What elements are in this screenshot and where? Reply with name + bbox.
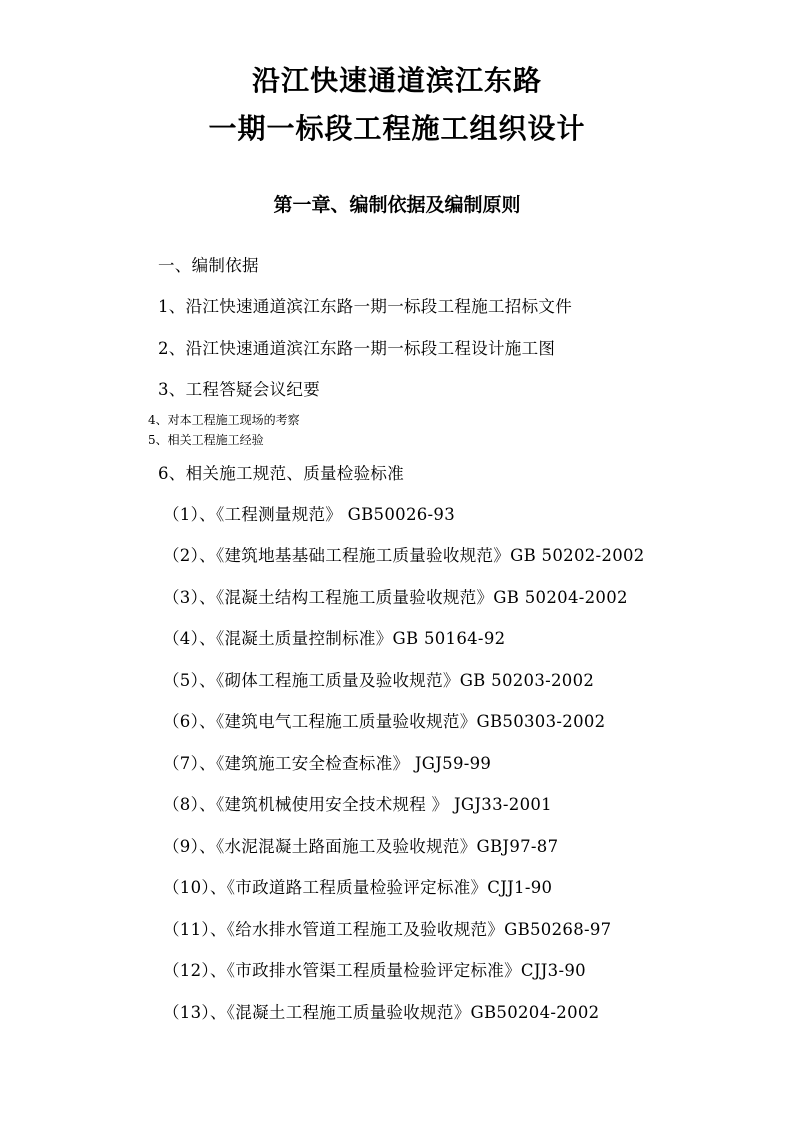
- basis-item-5: 5、相关工程施工经验: [148, 433, 264, 447]
- standard-item-3: （3）、《混凝土结构工程施工质量验收规范》GB 50204-2002: [163, 588, 628, 607]
- basis-item-1: 1、沿江快速通道滨江东路一期一标段工程施工招标文件: [158, 297, 572, 316]
- standard-item-4: （4）、《混凝土质量控制标准》GB 50164-92: [163, 629, 506, 648]
- document-title-line-2: 一期一标段工程施工组织设计: [208, 112, 586, 145]
- standard-item-8: （8）、《建筑机械使用安全技术规程 》 JGJ33-2001: [163, 795, 552, 814]
- section-heading: 一、编制依据: [158, 256, 259, 275]
- standard-item-11: （11）、《给水排水管道工程施工及验收规范》GB50268-97: [163, 920, 612, 939]
- basis-item-3: 3、工程答疑会议纪要: [158, 380, 320, 399]
- standard-item-13: （13）、《混凝土工程施工质量验收规范》GB50204-2002: [163, 1003, 600, 1022]
- standard-item-6: （6）、《建筑电气工程施工质量验收规范》GB50303-2002: [163, 712, 606, 731]
- standard-item-12: （12）、《市政排水管渠工程质量检验评定标准》CJJ3-90: [163, 961, 586, 980]
- standard-item-2: （2）、《建筑地基基础工程施工质量验收规范》GB 50202-2002: [163, 546, 645, 565]
- standard-item-1: （1）、《工程测量规范》 GB50026-93: [163, 505, 456, 524]
- chapter-heading: 第一章、编制依据及编制原则: [273, 194, 521, 216]
- standards-heading: 6、相关施工规范、质量检验标准: [158, 464, 404, 483]
- standard-item-9: （9）、《水泥混凝土路面施工及验收规范》GBJ97-87: [163, 837, 559, 856]
- standard-item-5: （5）、《砌体工程施工质量及验收规范》GB 50203-2002: [163, 671, 595, 690]
- basis-item-2: 2、沿江快速通道滨江东路一期一标段工程设计施工图: [158, 339, 556, 358]
- basis-item-4: 4、对本工程施工现场的考察: [148, 413, 300, 427]
- standard-item-10: （10）、《市政道路工程质量检验评定标准》CJJ1-90: [163, 878, 553, 897]
- standard-item-7: （7）、《建筑施工安全检查标准》 JGJ59-99: [163, 754, 492, 773]
- document-title-line-1: 沿江快速通道滨江东路: [251, 64, 542, 97]
